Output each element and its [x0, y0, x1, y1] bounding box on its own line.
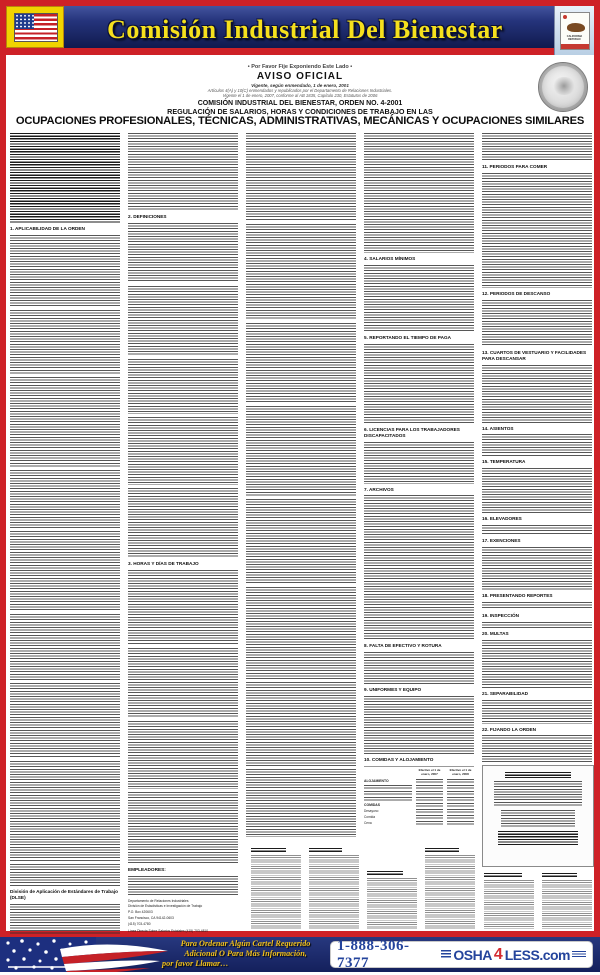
- section-heading-22: 22. FIJANDO LA ORDEN: [482, 726, 536, 732]
- text-lines: [10, 235, 120, 307]
- text-lines: [246, 682, 356, 766]
- logo-4-text: 4: [493, 945, 503, 963]
- california-bear-icon: [567, 23, 585, 32]
- text-column-3: [246, 133, 356, 840]
- section-heading-11: 11. PERIODOS PARA COMER: [482, 164, 548, 169]
- text-lines: [482, 365, 592, 423]
- address-line: San Francisco, CA 94142-0603: [128, 915, 174, 920]
- table-header-row: [364, 769, 474, 777]
- text-lines: [482, 133, 592, 161]
- section-heading-8: 8. FALTA DE EFECTIVO Y ROTURA: [364, 643, 442, 649]
- text-lines: [246, 406, 356, 496]
- text-lines: [246, 323, 356, 403]
- text-lines: [482, 735, 592, 763]
- section-heading-21: 21. SEPARABILIDAD: [482, 690, 529, 696]
- text-lines: [128, 417, 238, 485]
- address-line: (415) 703-4780: [128, 921, 151, 926]
- office-listing-column: [541, 872, 593, 927]
- office-listing-column: [424, 847, 476, 927]
- text-lines: [482, 602, 592, 610]
- table-row: Comida: [364, 815, 474, 819]
- text-lines: [364, 696, 474, 754]
- text-lines: [10, 761, 120, 861]
- meals-lodging-table: [364, 766, 474, 825]
- cta-line-3: por favor Llamar…: [162, 958, 229, 968]
- text-lines: [364, 495, 474, 640]
- text-lines: [10, 683, 120, 758]
- text-lines: [10, 377, 120, 467]
- text-lines: [482, 700, 592, 724]
- text-lines: [128, 223, 238, 283]
- order-cta-text: [148, 939, 343, 969]
- section-heading-18: 18. PRESENTANDO REPORTES: [482, 593, 553, 598]
- dlse-heading: División de Aplicación de Estándares de Trabajo (DLSE): [10, 888, 118, 900]
- text-lines: [364, 133, 474, 253]
- text-lines: [364, 265, 474, 332]
- section-heading-14: 14. ASIENTOS: [482, 425, 514, 431]
- text-lines: [246, 587, 356, 679]
- vendor-contact-pill: [330, 937, 593, 971]
- order-regulation-line: REGULACIÓN DE SALARIOS, HORAS Y CONDICIONES DE TRABAJO EN LAS: [167, 107, 433, 116]
- california-flag-icon: [560, 12, 590, 50]
- text-lines: [482, 300, 592, 347]
- text-lines: [482, 173, 592, 288]
- text-lines: [482, 547, 592, 590]
- logo-stripes-icon: [441, 950, 451, 959]
- us-flag-panel: [6, 6, 64, 48]
- logo-less-text: LESS.com: [504, 946, 570, 963]
- osha4less-logo: [441, 946, 586, 964]
- address-line: División de Estadísticas e Investigación de Trabajo: [128, 904, 203, 909]
- text-lines: [482, 434, 592, 456]
- text-lines: [494, 781, 582, 807]
- official-notice-header: [60, 64, 540, 116]
- section-heading-17: 17. EXENCIONES: [482, 538, 521, 544]
- employers-heading: EMPLEADORES:: [128, 866, 166, 872]
- cta-line-1: Para Ordenar Algún Cartel Requerido: [180, 939, 311, 948]
- section-heading-19: 19. INSPECCIÓN: [482, 612, 519, 618]
- text-lines: [364, 442, 474, 484]
- text-lines: [128, 721, 238, 789]
- section-heading-7: 7. ARCHIVOS: [364, 486, 394, 492]
- masthead: [6, 6, 594, 55]
- office-listing-column: [250, 847, 302, 927]
- text-lines: [498, 831, 579, 845]
- table-row: [364, 797, 474, 801]
- section-heading-2: 2. DEFINICIONES: [128, 214, 167, 219]
- text-column-1: [10, 133, 120, 937]
- text-lines: [482, 468, 592, 513]
- section-heading-5: 5. REPORTANDO EL TIEMPO DE PAGA: [364, 334, 451, 340]
- text-lines: [364, 344, 474, 424]
- order-number-line: COMISIÓN INDUSTRIAL DEL BIENESTAR, ORDEN NO. 4-2001: [197, 100, 403, 107]
- table-row: Desayuno: [364, 809, 474, 813]
- section-heading-9: 9. UNIFORMES Y EQUIPO: [364, 687, 422, 693]
- text-column-4: [364, 133, 474, 827]
- text-lines: [128, 359, 238, 414]
- text-lines: [128, 286, 238, 356]
- text-lines: [128, 488, 238, 558]
- section-heading-3: 3. HORAS Y DÍAS DE TRABAJO: [128, 560, 199, 566]
- california-flag-caption: CALIFORNIA REPUBLIC: [566, 34, 583, 41]
- text-lines: [10, 864, 120, 886]
- section-heading-6: 6. LICENCIAS PARA LOS TRABAJADORES DISCAPACITADOS: [364, 426, 460, 438]
- text-lines: [246, 499, 356, 584]
- section-heading-16: 16. ELEVADORES: [482, 516, 522, 522]
- table-row: Cena: [364, 821, 474, 825]
- office-listing-column: [483, 872, 535, 927]
- section-heading-15: 15. TEMPERATURA: [482, 459, 526, 465]
- text-lines: [10, 904, 120, 934]
- california-flag-panel: [554, 6, 594, 55]
- section-heading-12: 12. PERIODOS DE DESCANSO: [482, 290, 551, 296]
- text-lines: [128, 570, 238, 645]
- text-lines: [10, 310, 120, 374]
- table-col-2008: Efectivo el 1 de enero, 2008: [449, 768, 472, 776]
- california-state-seal-icon: [538, 62, 588, 112]
- table-row: ALOJAMIENTO: [364, 779, 474, 783]
- cta-line-2: Adicional O Para Más Información,: [184, 948, 307, 958]
- section-heading-13: 13. CUARTOS DE VESTUARIO Y FACILIDADES PARA DESCANSAR: [482, 349, 587, 361]
- section-heading-10: 10. COMIDAS Y ALOJAMIENTO: [364, 757, 434, 763]
- california-flag-star: [563, 15, 567, 19]
- text-lines: [501, 810, 574, 828]
- office-listing-column: [308, 847, 360, 927]
- text-lines: [10, 470, 120, 528]
- text-lines: [364, 652, 474, 684]
- table-row: COMIDAS: [364, 803, 474, 807]
- amendment-line: Artículos 4(A) y 10(C) enmendados y republicados por el Departamento de Relaciones Industriales.: [207, 88, 393, 93]
- text-lines: [10, 531, 120, 611]
- us-flag-icon: [14, 13, 58, 42]
- office-listing-column: [366, 870, 418, 927]
- text-lines: [246, 133, 356, 221]
- poster-title: Comisión Industrial Del Bienestar: [107, 15, 503, 44]
- other-languages-box: [482, 765, 594, 867]
- text-lines: [10, 614, 120, 680]
- copyright-micro-text: [8, 966, 86, 968]
- wage-hotline-line: Línea Directa Sobre Salarios Estatales (415) 703-4810: [128, 929, 209, 934]
- table-col-2007: Efectivo el 1 de enero, 2007: [418, 768, 441, 776]
- text-lines: [482, 525, 592, 535]
- official-notice-title: AVISO OFICIAL: [256, 71, 344, 82]
- text-column-2: [128, 133, 238, 935]
- table-row: [364, 785, 474, 789]
- text-lines: [505, 772, 571, 778]
- us-flag-canton: [15, 14, 34, 29]
- text-lines: [128, 133, 238, 211]
- table-row: [364, 791, 474, 795]
- section-heading-4: 4. SALARIOS MÍNIMOS: [364, 256, 416, 261]
- section-heading-1: 1. APLICABILIDAD DE LA ORDEN: [10, 226, 85, 231]
- text-lines: [128, 648, 238, 718]
- text-lines: [246, 224, 356, 320]
- text-lines: [10, 133, 120, 223]
- text-lines: [482, 622, 592, 628]
- occupations-headline: OCUPACIONES PROFESIONALES, TÉCNICAS, ADMINISTRATIVAS, MECÁNICAS Y OCUPACIONES SIMILARES: [15, 115, 585, 127]
- text-lines: [246, 769, 356, 837]
- effective-2007-line: Vigente el 1 de enero, 2007, conforme al AB 1835, Capítulo 230, Estatutos de 2006: [222, 93, 378, 98]
- text-column-5: [482, 133, 592, 766]
- text-lines: [128, 876, 238, 896]
- section-heading-20: 20. MULTAS: [482, 630, 509, 636]
- logo-tail-stripes-icon: [572, 951, 586, 958]
- text-lines: [482, 640, 592, 688]
- california-flag-stripe: [561, 44, 589, 49]
- logo-osha-text: OSHA: [453, 946, 492, 963]
- address-line: Departamento de Relaciones Industriales: [128, 898, 189, 903]
- effective-date-line: Vigente, según enmendado, 1 de enero, 2001: [251, 83, 349, 88]
- fold-instruction: • Por Favor Fije Exponiendo Este Lado •: [247, 64, 353, 70]
- vendor-phone-number: 1-888-306-7377: [337, 937, 410, 971]
- address-line: P.O. Box 420603: [128, 910, 153, 915]
- text-lines: [128, 792, 238, 864]
